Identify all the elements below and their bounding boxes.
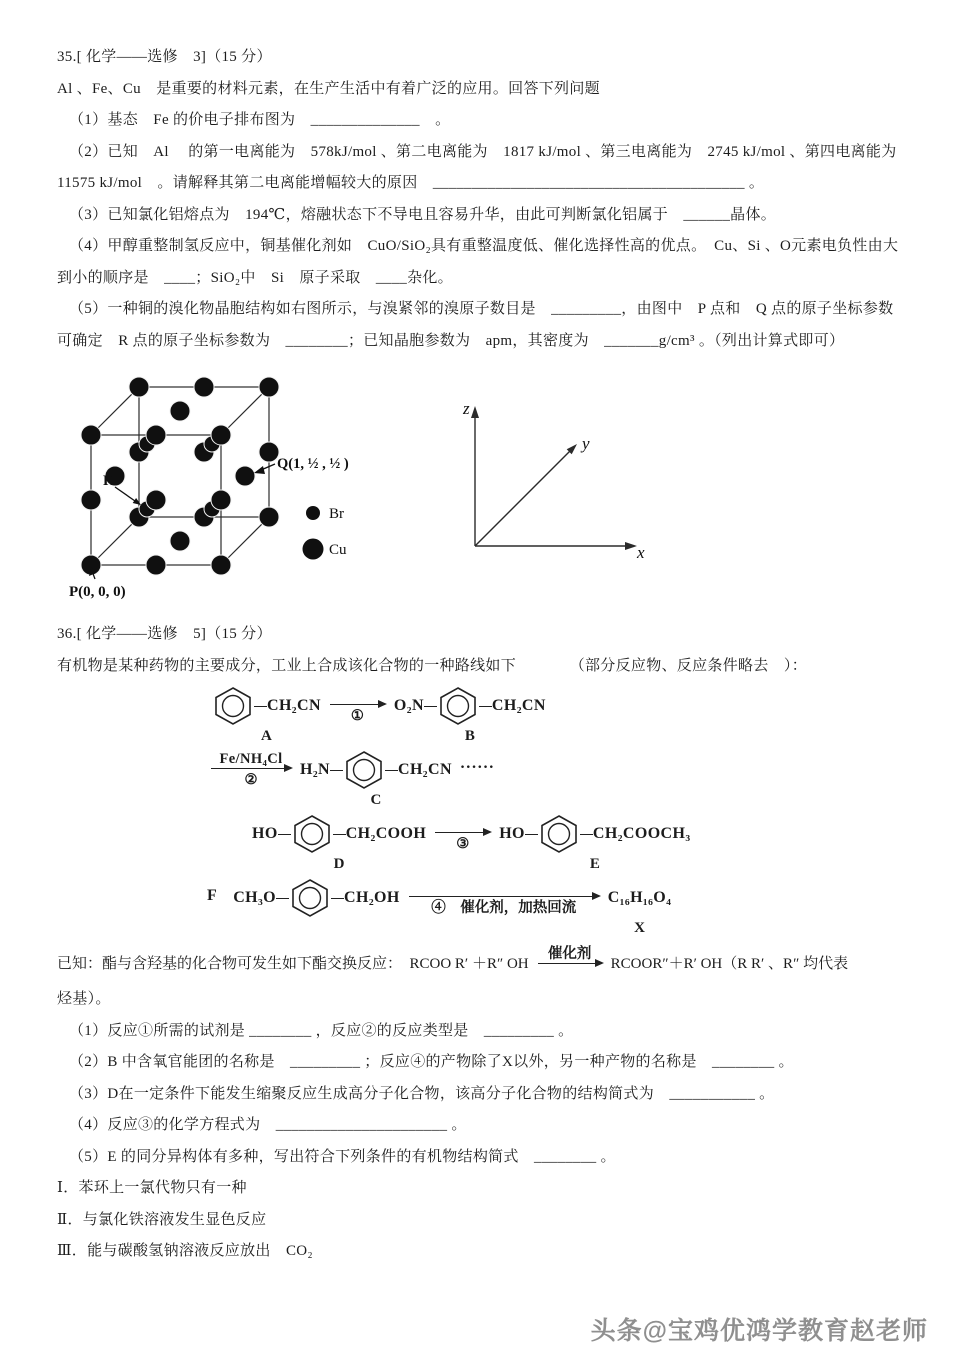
compound-a-label: A (261, 728, 272, 744)
compound-c-formula: CH₂CN (398, 761, 452, 778)
r-pointer-arrow (115, 487, 135, 501)
bond-line (424, 706, 437, 707)
q36-condition-1: Ⅰ．苯环上一氯代物只有一种 (57, 1180, 247, 1196)
benzene-ring-icon (343, 750, 385, 790)
q36-item-4: （4）反应③的化学方程式为 ______________________ 。 (69, 1117, 467, 1133)
q36-title: 36.[ 化学——选修 5]（15 分） (57, 626, 272, 642)
q35-item-5: （5）一种铜的溴化物晶胞结构如右图所示，与溴紧邻的溴原子数目是 _________，由图中 P 点和 Q 点的原子坐标参数可确定 R 点的原子坐标参数为 ________；已知晶胞参数为 apm，其密度为 _______g/cm³ 。（列出计算式即可） (57, 301, 894, 349)
axis-z-label: z (463, 398, 470, 418)
continuation-dots: ······ (459, 759, 495, 776)
arrow-3-shaft (435, 832, 490, 833)
transesterification-arrow-shaft (538, 963, 602, 964)
compound-f-label: F (207, 887, 218, 904)
known-transesterification (57, 945, 900, 984)
arrow-2-reagent: Fe/NH₄Cl (219, 751, 283, 767)
compound-e-formula: CH₂COOCH₃ (592, 825, 691, 842)
compound-b-structure (394, 686, 546, 726)
reaction-arrow-3 (435, 814, 490, 853)
transesterification-arrow (538, 945, 602, 984)
compound-f (233, 878, 400, 918)
compound-c-prefix: H₂N (300, 761, 330, 778)
known-text-pre: 已知：酯与含羟基的化合物可发生如下酯交换反应： RCOO R′ ＋R″ OH (57, 955, 529, 972)
legend-br-icon (306, 506, 320, 520)
reaction-arrow-2 (211, 750, 291, 789)
legend-br-label: Br (329, 506, 344, 522)
compound-d (252, 814, 426, 873)
known-text-post: RCOOR″＋R′ OH（R R′ 、R″ 均代表 (610, 955, 849, 972)
q36-item-1: （1）反应①所需的试剂是 ________ ，反应②的反应类型是 _________ 。 (69, 1022, 574, 1039)
compound-f-prefix: CH₃O (233, 889, 277, 906)
bond-line (479, 706, 492, 707)
bond-line (525, 834, 538, 835)
axes-lines (475, 416, 627, 546)
bond-line (330, 770, 343, 771)
q35-item-1: （1）基态 Fe 的价电子排布图为 ______________ 。 (69, 112, 451, 128)
route-line-4 (207, 878, 900, 937)
compound-x-structure (608, 878, 672, 918)
bond-line (278, 834, 291, 835)
compound-f-structure (233, 878, 400, 918)
route-line-2 (202, 750, 900, 809)
benzene-ring-icon (291, 814, 333, 854)
arrow-1-number: ① (350, 708, 364, 724)
q35-item-3: （3）已知氯化铝熔点为 194℃，熔融状态下不导电且容易升华，由此可判断氯化铝属于 ______晶体。 (69, 206, 777, 223)
axes-arrowheads (471, 406, 637, 550)
benzene-ring-icon (437, 686, 479, 726)
arrow-2-number: ② (244, 772, 258, 788)
bond-line (276, 898, 289, 899)
arrow-4-condition: 催化剂，加热回流 (460, 900, 577, 916)
compound-e (499, 814, 690, 873)
benzene-ring-icon (212, 686, 254, 726)
q35-intro: Al 、Fe、Cu 是重要的材料元素，在生产生活中有着广泛的应用。回答下列问题 (57, 80, 600, 97)
compound-c (300, 750, 452, 809)
compound-b-label: B (464, 728, 475, 744)
legend-cu-label: Cu (329, 542, 347, 558)
compound-b-formula: CH₂CN (491, 697, 546, 714)
q-point-label: Q(1, ½ , ½ ) (277, 456, 349, 472)
arrow-4-number: ④ (431, 900, 446, 916)
axis-x-label: x (637, 542, 645, 562)
bond-line (254, 706, 267, 707)
axes-figure (439, 398, 669, 573)
compound-x-label: X (634, 920, 645, 936)
reaction-arrow-4 (409, 878, 599, 917)
watermark: 头条@宝鸡优鸿学教育赵老师 (590, 1317, 928, 1345)
q36-item-3: （3）D在一定条件下能发生缩聚反应生成高分子化合物，该高分子化合物的结构简式为 ___________ 。 (69, 1085, 775, 1102)
benzene-ring-icon (289, 878, 331, 918)
q-pointer-arrowhead (254, 466, 265, 474)
compound-b-prefix: O₂N (393, 697, 424, 714)
bond-line (333, 834, 346, 835)
arrow-4-condition-row (431, 899, 576, 917)
synthesis-route (57, 686, 900, 937)
q35-item-4: （4）甲醇重整制氢反应中，铜基催化剂如 CuO/SiO₂具有重整温度低、催化选择性高的优点。 Cu、Si 、O元素电负性由大到小的顺序是 ____；SiO₂中 Si 原子采取 ____杂化。 (57, 238, 899, 286)
compound-c-structure (300, 750, 452, 790)
compound-a (212, 686, 321, 745)
p-point-label: P(0, 0, 0) (69, 584, 126, 600)
arrow-1-shaft (330, 704, 385, 705)
compound-e-structure (499, 814, 690, 854)
compound-f-formula: CH₂OH (344, 889, 400, 906)
q35-figure (61, 365, 900, 605)
compound-d-formula: CH₂COOH (345, 825, 427, 842)
r-pointer-arrowhead (133, 498, 141, 505)
compound-x (608, 878, 672, 937)
bond-line (331, 898, 344, 899)
reaction-arrow-1 (330, 686, 385, 725)
known-text-wrap: 烃基）。 (57, 991, 111, 1007)
compound-e-label: E (589, 856, 600, 872)
arrow-3-number: ③ (456, 836, 470, 852)
compound-d-structure (252, 814, 426, 854)
compound-d-prefix: HO (252, 825, 278, 842)
q35-title: 35.[ 化学——选修 3]（15 分） (57, 49, 272, 65)
compound-x-formula: C₁₆H₁₆O₄ (607, 889, 672, 906)
crystal-structure-figure (61, 365, 381, 605)
compound-a-structure (212, 686, 321, 726)
compound-b (394, 686, 546, 745)
q36-item-2: （2）B 中含氧官能团的名称是 _________ ；反应④的产物除了X以外，另一种产物的名称是 ________ 。 (69, 1054, 794, 1070)
route-line-3 (252, 814, 900, 873)
catalyst-label: 催化剂 (547, 946, 592, 962)
compound-d-label: D (333, 856, 345, 872)
q36-condition-2: Ⅱ．与氯化铁溶液发生显色反应 (57, 1211, 267, 1228)
bond-line (385, 770, 398, 771)
compound-e-prefix: HO (499, 825, 525, 842)
arrow-4-shaft (409, 896, 599, 897)
compound-c-label: C (370, 792, 382, 808)
q36-condition-3: Ⅲ．能与碳酸氢钠溶液反应放出 CO₂ (57, 1243, 313, 1259)
q36-intro: 有机物是某种药物的主要成分，工业上合成该化合物的一种路线如下 （部分反应物、反应条件略去 ）： (57, 657, 808, 674)
legend-cu-icon (303, 539, 324, 560)
route-line-1 (212, 686, 900, 745)
r-point-label: R (103, 473, 114, 489)
bond-line (580, 834, 593, 835)
benzene-ring-icon (538, 814, 580, 854)
q36-item-5: （5）E 的同分异构体有多种，写出符合下列条件的有机物结构简式 ________ 。 (69, 1148, 616, 1165)
q35-item-2: （2）已知 Al 的第一电离能为 578kJ/mol 、第二电离能为 1817 kJ/mol 、第三电离能为 2745 kJ/mol 、第四电离能为 11575 kJ/mol 。请解释其第二电离能增幅较大的原因 ________________________________________ 。 (57, 143, 897, 191)
compound-a-formula: CH₂CN (267, 697, 321, 714)
arrow-2-shaft (211, 768, 291, 769)
axis-y-label: y (582, 433, 590, 453)
